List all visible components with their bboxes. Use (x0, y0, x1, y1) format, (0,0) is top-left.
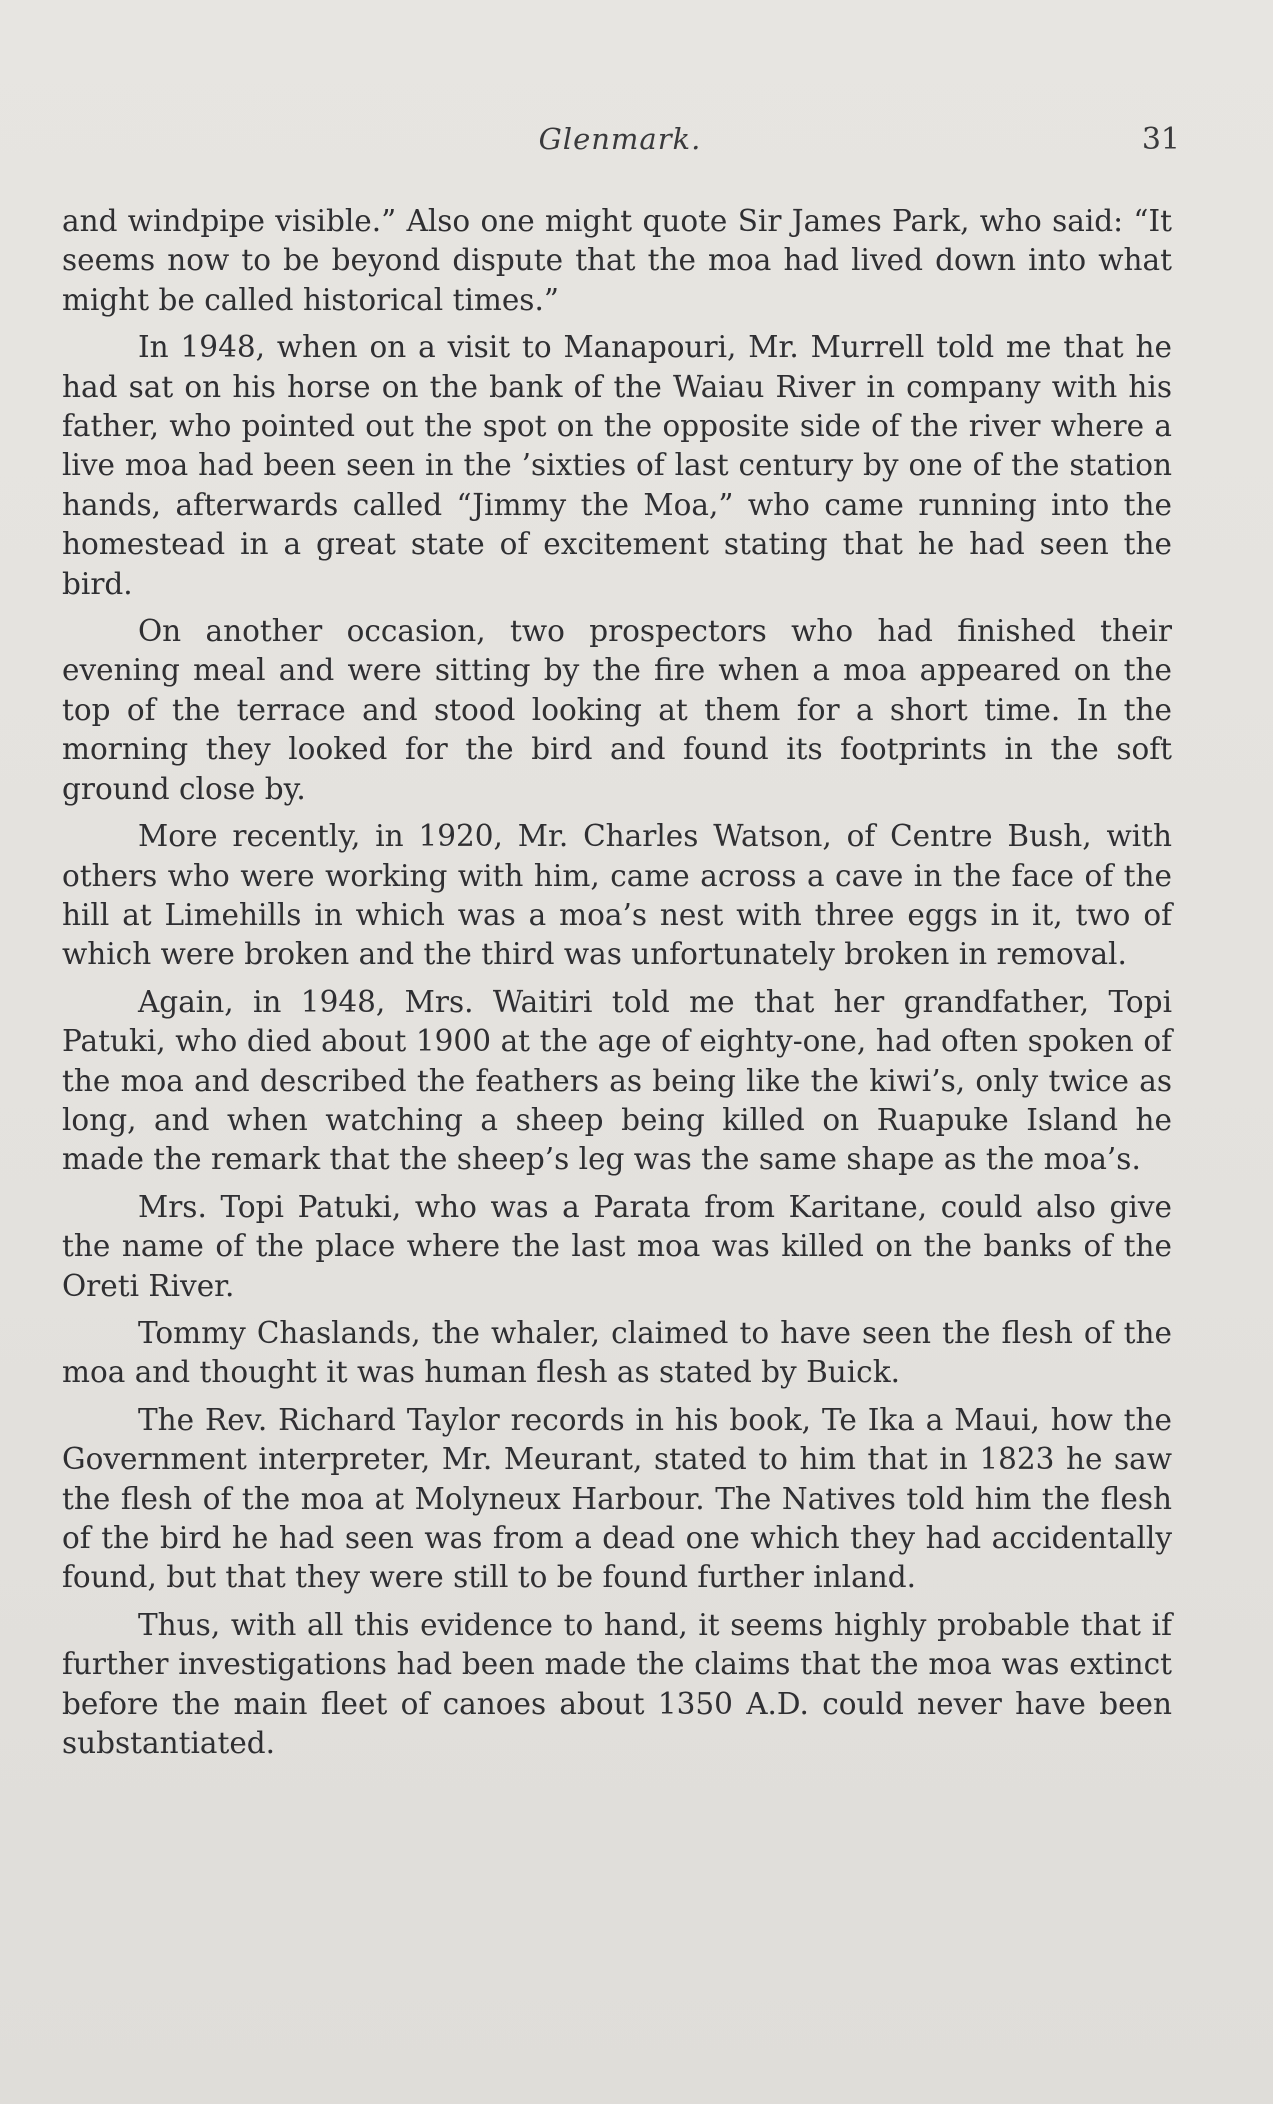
paragraph-topi-patuki: Mrs. Topi Patuki, who was a Parata from Karitane, could also give the name of the place where the last moa was killed on the banks of the Oreti River. (62, 1189, 1172, 1303)
paragraph-watson: More recently, in 1920, Mr. Charles Watson, of Centre Bush, with others who were working with him, came across a cave in the face of the hill at Limehills in which was a moa’s nest with three eggs in it, two of which were broken and the third was unfortunately broken in removal. (62, 819, 1172, 972)
paragraph-waitiri: Again, in 1948, Mrs. Waitiri told me that her grandfather, Topi Patuki, who died about 1900 at the age of eighty-one, had often spoken of the moa and described the feathers as being like the kiwi’s, only twice as long, and when watching a sheep being killed on Ruapuke Island he made the remark that the sheep’s leg was the same shape as the moa’s. (62, 984, 1172, 1177)
paragraph-taylor: The Rev. Richard Taylor records in his book, Te Ika a Maui, how the Government interpreter, Mr. Meurant, stated to him that in 1823 he saw the flesh of the moa at Molyneux Harbour. The Natives told him the flesh of the bird he had seen was from a dead one which they had accidentally found, but that they were still to be found further inland. (62, 1402, 1172, 1595)
paragraph-murrell: In 1948, when on a visit to Manapouri, Mr. Murrell told me that he had sat on his horse on the bank of the Waiau River in company with his father, who pointed out the spot on the opposite side of the river where a live moa had been seen in the ’sixties of last century by one of the station hands, afterwards called “Jimmy the Moa,” who came running into the homestead in a great state of excitement stating that he had seen the bird. (62, 330, 1172, 601)
running-head (60, 122, 1180, 162)
paragraph-prospectors: On another occasion, two prospectors who had finished their evening meal and were sitting by the fire when a moa appeared on the top of the terrace and stood looking at them for a short time. In the morning they looked for the bird and found its footprints in the soft ground close by. (62, 614, 1172, 806)
paragraph-conclusion: Thus, with all this evidence to hand, it seems highly probable that if further investigations had been made the claims that the moa was extinct before the main fleet of canoes about 1350 A.D. could never have been substantiated. (62, 1607, 1172, 1761)
body-text (62, 202, 1172, 1771)
running-title: Glenmark. (538, 122, 702, 156)
page-number: 31 (1141, 122, 1180, 157)
paragraph-chaslands: Tommy Chaslands, the whaler, claimed to have seen the flesh of the moa and thought it was human flesh as stated by Buick. (62, 1315, 1172, 1390)
paragraph-continuation: and windpipe visible.” Also one might quote Sir James Park, who said: “It seems now to be beyond dispute that the moa had lived down into what might be called historical times.” (62, 204, 1172, 317)
